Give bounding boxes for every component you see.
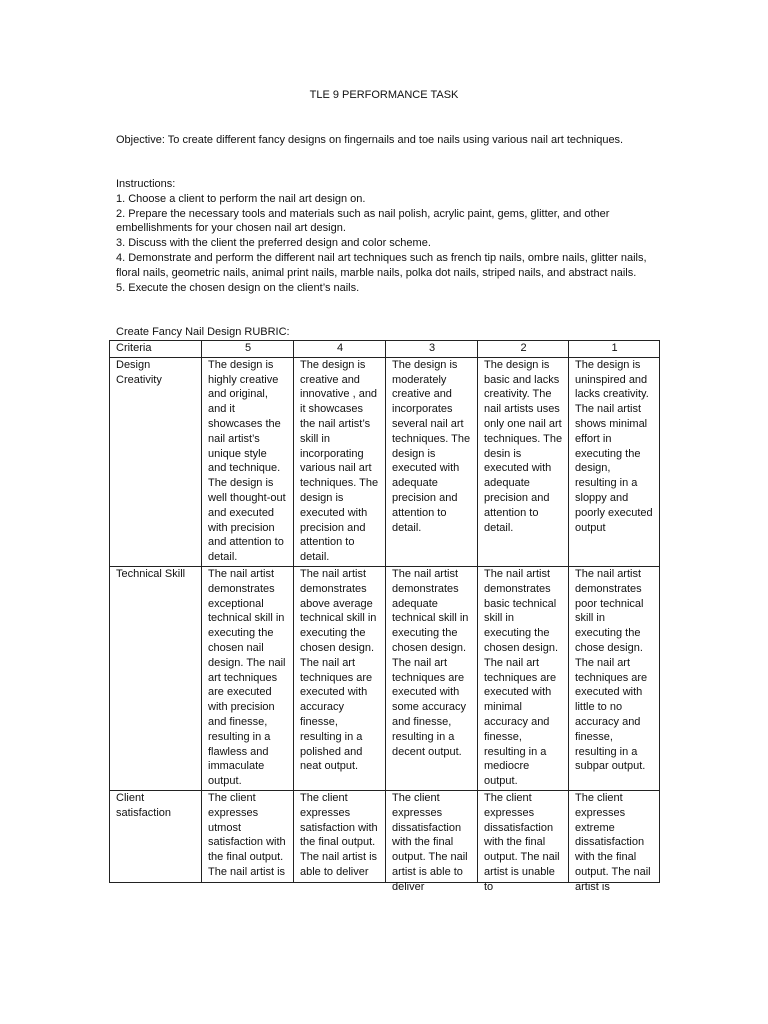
header-score-1: 1	[569, 341, 660, 358]
header-score-5: 5	[202, 341, 294, 358]
rubric-row-technical-skill	[110, 566, 660, 790]
criteria-cell: Client satisfaction	[110, 790, 202, 882]
descriptor-text: The client expresses utmost satisfaction with the final output. The nail artist is	[208, 791, 286, 878]
header-criteria: Criteria	[110, 341, 202, 358]
descriptor-cell: The nail artist demonstrates basic technical skill in executing the chosen design. The nail art techniques are executed with minimal accuracy and finesse, resulting in a mediocre output.	[478, 566, 569, 790]
descriptor-text: The client expresses dissatisfaction with the final output. The nail artist is unable to	[484, 791, 560, 893]
instruction-item: 2. Prepare the necessary tools and materials such as nail polish, acrylic paint, gems, glitter, and other embellishments for your chosen nail art design.	[116, 207, 610, 235]
instructions-heading: Instructions:	[116, 178, 176, 190]
descriptor-cell: The nail artist demonstrates adequate technical skill in executing the chosen design. The nail art techniques are executed with some accuracy and finesse, resulting in a decent output.	[386, 566, 478, 790]
descriptor-cell: The nail artist demonstrates above average technical skill in executing the chosen design. The nail art techniques are executed with accuracy finesse, resulting in a polished and neat output.	[294, 566, 386, 790]
instruction-item: 5. Execute the chosen design on the client’s nails.	[116, 281, 360, 294]
descriptor-cell: The design is creative and innovative , and it showcases the nail artist’s skill in incorporating various nail art techniques. The design is executed with precision and attention to detail.	[294, 357, 386, 566]
descriptor-cell: The design is moderately creative and incorporates several nail art techniques. The design is executed with adequate precision and attention to detail.	[386, 357, 478, 566]
descriptor-cell: The nail artist demonstrates poor technical skill in executing the chose design. The nail art techniques are executed with little to no accuracy and finesse, resulting in a subpar output.	[569, 566, 660, 790]
rubric-header-row	[110, 341, 660, 358]
rubric-table	[109, 340, 660, 893]
descriptor-text: The client expresses satisfaction with the final output. The nail artist is able to deliver	[300, 791, 378, 878]
rubric-row-client-satisfaction	[110, 790, 660, 882]
criteria-cell: Design Creativity	[110, 357, 202, 566]
instructions-section	[116, 177, 656, 295]
descriptor-cell: The design is uninspired and lacks creativity. The nail artist shows minimal effort in executing the design, resulting in a sloppy and poorly executed output	[569, 357, 660, 566]
document-title: TLE 9 PERFORMANCE TASK	[309, 89, 459, 101]
criteria-cell: Technical Skill	[110, 566, 202, 790]
descriptor-cell	[386, 790, 478, 893]
descriptor-cell	[294, 790, 386, 882]
header-score-4: 4	[294, 341, 386, 358]
objective-paragraph: Objective: To create different fancy designs on fingernails and toe nails using various nail art techniques.	[116, 134, 624, 146]
descriptor-cell	[478, 790, 569, 893]
descriptor-cell	[569, 790, 660, 893]
descriptor-cell	[202, 790, 294, 882]
instruction-item: 4. Demonstrate and perform the different nail art techniques such as french tip nails, ombre nails, glitter nails, floral nails, geometric nails, animal print nails, marble nails, polka dot nails, striped nails, and abstract nails.	[116, 251, 647, 279]
header-score-2: 2	[478, 341, 569, 358]
rubric-row-design-creativity	[110, 357, 660, 566]
descriptor-cell: The design is highly creative and original, and it showcases the nail artist’s unique style and technique. The design is well thought-out and executed with precision and attention to detail.	[202, 357, 294, 566]
descriptor-cell: The design is basic and lacks creativity. The nail artists uses only one nail art techniques. The desin is executed with adequate precision and attention to detail.	[478, 357, 569, 566]
instruction-item: 3. Discuss with the client the preferred design and color scheme.	[116, 237, 431, 250]
descriptor-cell: The nail artist demonstrates exceptional technical skill in executing the chosen nail design. The nail art techniques are executed with precision and finesse, resulting in a flawless and immaculate output.	[202, 566, 294, 790]
descriptor-text: The client expresses dissatisfaction with the final output. The nail artist is able to deliver	[392, 791, 468, 893]
rubric-title: Create Fancy Nail Design RUBRIC:	[116, 326, 290, 338]
instruction-item: 1. Choose a client to perform the nail art design on.	[116, 192, 366, 205]
header-score-3: 3	[386, 341, 478, 358]
descriptor-text: The client expresses extreme dissatisfaction with the final output. The nail artist is	[575, 791, 651, 893]
